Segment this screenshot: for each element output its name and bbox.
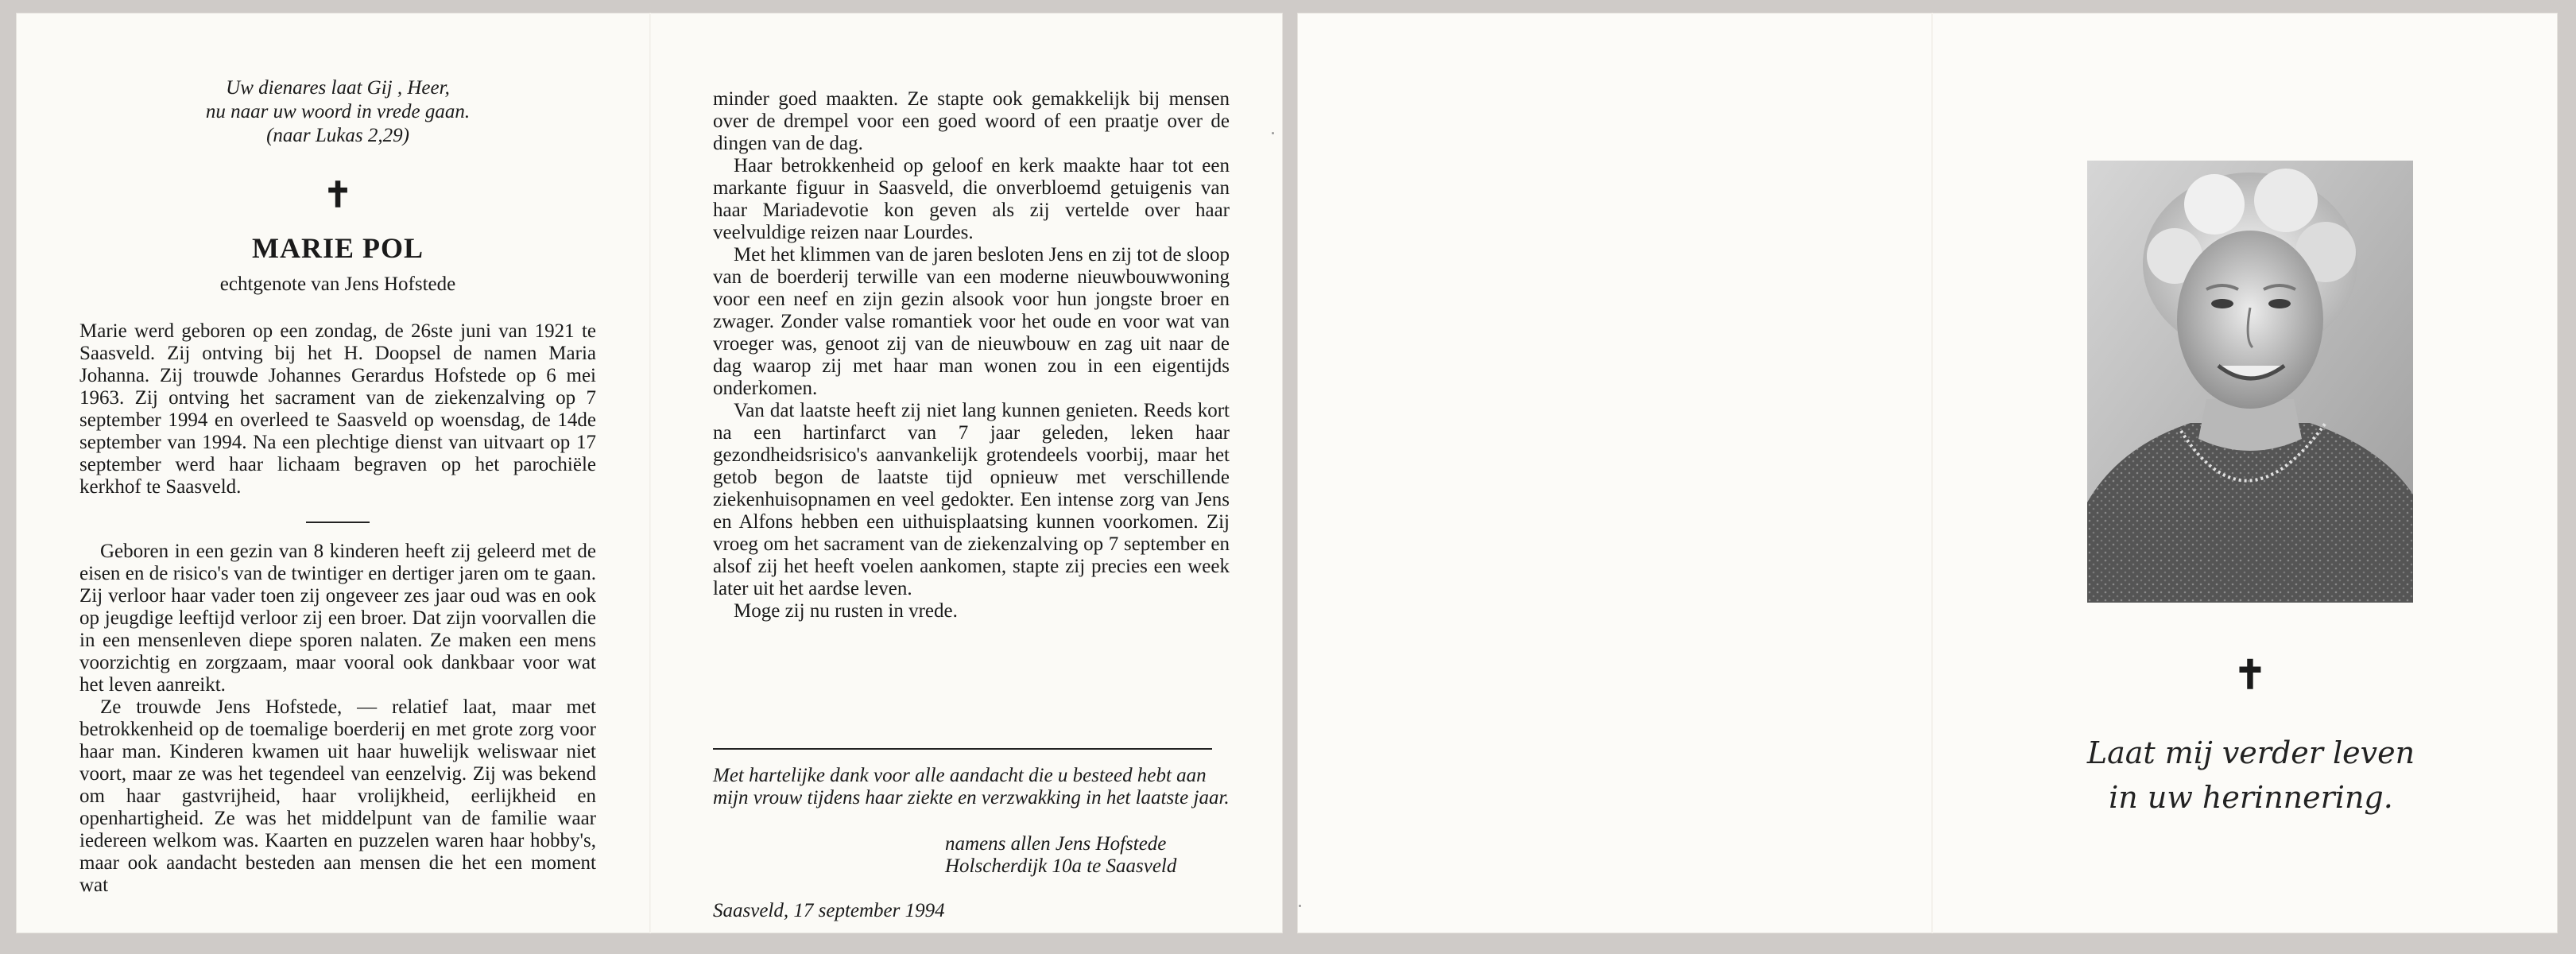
paragraph: Geboren in een gezin van 8 kinderen heeft zij geleerd met de eisen en de risico's van de twintiger en dertiger jaren om te gaan. Zij verloor haar vader toen zij ongeveer zes jaar oud was en ook op jeugdige leeftijd verloor zij een broer. Dat zijn voorvallen die in een mensenleven diepe sporen nalaten. Ze maken een mens voorzichtig en zorgzaam, maar vooral ook dankbaar voor wat het leven aanreikt. (79, 541, 596, 696)
life-story (79, 541, 596, 897)
divider (713, 748, 1212, 750)
paragraph: Ze trouwde Jens Hofstede, — relatief laat, maar met betrokkenheid op de toemalige boerderij en met grote zorg voor haar man. Kinderen kwamen uit haar huwelijk weliswaar niet voort, maar ze was het tegendeel van eenzelvig. Zij was bekend om haar gastvrijheid, haar vrolijkheid, eerlijkheid en openhartigheid. Ze was het middelpunt van de familie waar iedereen welkom was. Kaarten en puzzelen waren haar hobby's, maar ook aandacht besteden aan mensen die het een moment wat (79, 696, 596, 896)
paper-speck (1299, 905, 1301, 907)
verse-line: Uw dienares laat Gij , Heer, (226, 77, 450, 99)
paragraph: Marie werd geboren op een zondag, de 26ste juni van 1921 te Saasveld. Zij ontving bij het H. Doopsel de namen Maria Johanna. Zij trouwde Johannes Gerardus Hofstede op 6 mei 1963. Zij ontving het sacrament van de ziekenzalving op 7 september 1994 en overleed te Saasveld op woensdag, de 14de september van 1994. Na een plechtige dienst van uitvaart op 17 september werd haar lichaam begraven op het parochiële kerkhof te Saasveld. (79, 320, 596, 498)
paragraph: Haar betrokkenheid op geloof en kerk maakte haar tot een markante figuur in Saasveld, die onverbloemd getuigenis van haar Mariadevotie kon geven als zij vertelde over haar veelvuldige reizen naar Lourdes. (713, 155, 1230, 243)
paragraph: Van dat laatste heeft zij niet lang kunnen genieten. Reeds kort na een hartinfarct van 7 jaar geleden, leken haar gezondheidsrisico's aanvankelijk grotendeels voorbij, maar het getob begon de laatste tijd opnieuw met verschillende ziekenhuisopnamen en veel gedokter. Een intense zorg van Jens en Alfons hebben een uithuisplaatsing kunnen voorkomen. Zij vroeg om het sacrament van de ziekenzalving op 7 september en alsof zij het heeft voelen aankomen, stapte zij precies een week later uit het aardse leven. (713, 400, 1230, 599)
biography-paragraph (79, 320, 596, 498)
signature-block (945, 833, 1231, 878)
quote-line: Laat mij verder leven (2086, 735, 2415, 770)
paragraph: Moge zij nu rusten in vrede. (734, 600, 958, 622)
verse-reference: (naar Lukas 2,29) (266, 125, 409, 146)
quote-line: in uw herinnering. (2109, 780, 2393, 815)
portrait-photo (2087, 161, 2413, 603)
memorial-quote (2012, 731, 2489, 820)
portrait-image (2087, 161, 2413, 603)
thank-you-note: Met hartelijke dank voor alle aandacht die u besteed hebt aan mijn vrouw tijdens haar ziekte en verzwakking in het laatste jaar. (713, 765, 1230, 809)
card-fold (1931, 13, 1933, 933)
place-date: Saasveld, 17 september 1994 (713, 900, 945, 921)
divider (306, 522, 370, 523)
address-line: Holscherdijk 10a te Saasveld (945, 855, 1177, 877)
memorial-card-inside (16, 13, 1283, 933)
signature-line: namens allen Jens Hofstede (945, 833, 1167, 855)
spouse-line: echtgenote van Jens Hofstede (219, 273, 456, 295)
memorial-card-outside (1297, 13, 2558, 933)
card-fold (649, 13, 651, 933)
verse-line: nu naar uw woord in vrede gaan. (205, 101, 471, 122)
cross-icon: ✝ (323, 175, 353, 215)
cross-icon: ✝ (2233, 651, 2267, 698)
paragraph: Met het klimmen van de jaren besloten Jens en zij tot de sloop van de boerderij terwille van een moderne nieuwbouwwoning voor een neef en zijn gezin alsook voor hun jongste broer en zwager. Zonder valse romantiek voor het oude en voor wat van vroeger was, genoot zij van de nieuwbouw en zag uit naar de dag waarop zij met haar man wonen zou in een eigentijds onderkomen. (713, 244, 1230, 399)
deceased-name: MARIE POL (252, 232, 424, 264)
life-story-continued (713, 88, 1230, 622)
bible-verse (79, 76, 596, 148)
paragraph: minder goed maakten. Ze stapte ook gemakkelijk bij mensen over de drempel voor een goed woord of een praatje over de dingen van de dag. (713, 88, 1230, 154)
paper-speck (1272, 132, 1274, 134)
